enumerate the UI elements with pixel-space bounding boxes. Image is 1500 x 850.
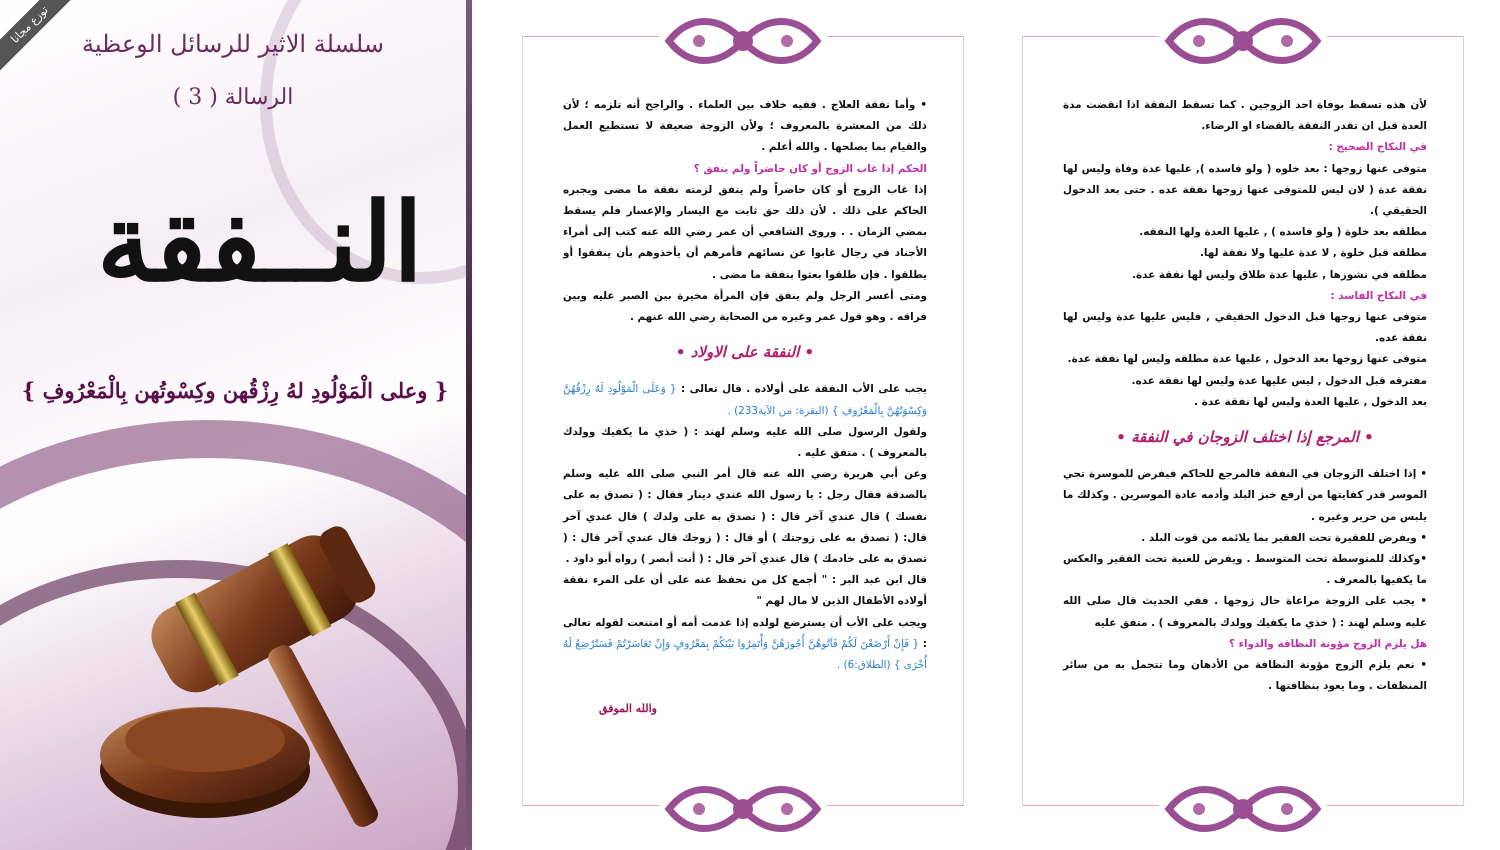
list-item: • يجب على الزوجة مراعاة حال زوجها . ففي الحديث قال صلى الله عليه وسلم لهند : ( خذي ما يكفيك وولدك بالمعروف ) . متفق عليه — [1063, 595, 1427, 629]
paragraph — [563, 613, 927, 677]
paragraph-text: ويجب على الأب أن يسترضع لولده إذا عدمت أمه أو امتنعت لقوله تعالى : — [563, 616, 927, 650]
paragraph: إذا غاب الزوج أو كان حاضراً ولم ينفق لزمته نفقة ما مضى ويجبره الحاكم على ذلك . لأن ذلك حق ثابت مع اليسار والإعسار فلم يسقط بمضي الزمان . . وروى الشافعي أن عمر رضي الله عنه كتب إلى أمراء الأجناد في رجال غابوا عن نسائهم فأمرهم أن يأخذوهم بأن ينفقوا أو يطلقوا . فإن طلقوا بعثوا بنفقة ما مضى . — [563, 183, 927, 281]
right-page — [1022, 36, 1464, 806]
paragraph: • وأما نفقة العلاج . ففيه خلاف بين العلماء . والراجح أنه تلزمه ؛ لأن ذلك من المعشرة بالمعروف ؛ ولأن الزوجة ضعيفة لا تستطيع العمل والقيام بما يصلحها . والله أعلم . — [563, 99, 927, 154]
arabesque-ornament-icon — [659, 15, 827, 67]
arabesque-ornament-icon — [659, 783, 827, 835]
middle-page — [522, 36, 964, 806]
list-item: مطلقه بعد خلوة ( ولو فاسده ) , عليها العدة ولها النفقه. — [1139, 226, 1427, 239]
list-item: مطلقه في نشوزها , عليها عدة طلاق وليس لها نفقة عدة. — [1132, 268, 1427, 281]
right-page-text — [1063, 95, 1427, 697]
list-item: • ويفرض للفقيرة تحت الفقير بما يلائمه من قوت البلد . — [1141, 531, 1427, 544]
section-heading: • المرجع إذا اختلف الزوجان في النفقة • — [1116, 428, 1374, 447]
list-item: متوفى عنها زوجها بعد الدخول , عليها عدة مطلقه وليس لها نفقة عدة. — [1067, 353, 1427, 366]
subheading: في النكاح الفاسد : — [1330, 289, 1427, 302]
paragraph: ولقول الرسول صلى الله عليه وسلم لهند : ( خذي ما يكفيك وولدك بالمعروف ) . متفق عليه . — [563, 425, 927, 460]
section-heading: • النفقة على الاولاد • — [675, 343, 815, 362]
letter-number: الرسالة ( 3 ) — [172, 85, 294, 110]
quran-verse: { فَإِنْ أَرْضَعْنَ لَكُمْ فَآتُوهُنَّ أُجُورَهُنَّ وَأْتَمِرُوا بَيْنَكُمْ بِمَعْرُوفٍ وَإِنْ تَعَاسَرْتُمْ فَسَتُرْضِعُ لَهُ أُخْرَى } (الطلاق:6) . — [563, 637, 927, 672]
paragraph-text: يجب على الأب النفقة على أولاده . قال تعالى : — [676, 383, 927, 396]
subheading: في النكاح الصحيح : — [1328, 141, 1427, 154]
list-item: متوفى عنها زوجها قبل الدخول الحقيقي , فليس عليها عدة وليس لها نفقة عده. — [1063, 311, 1427, 345]
arabesque-ornament-icon — [1159, 15, 1327, 67]
signoff: والله الموفق — [599, 702, 657, 716]
arabesque-ornament-icon — [1159, 783, 1327, 835]
cover-panel — [0, 0, 472, 850]
question-heading: الحكم إذا غاب الزوج أو كان حاضراً ولم ينفق ؟ — [693, 162, 927, 175]
paragraph — [563, 379, 927, 421]
paragraph: ومتى أعسر الرجل ولم ينفق فإن المرأة مخيرة بين الصبر عليه وبين فراقه . وهو قول عمر وغيره من الصحابة رضي الله عنهم . — [563, 289, 927, 324]
gavel-image — [95, 470, 455, 840]
list-item: • إذا اختلف الزوجان في النفقة فالمرجع للحاكم فيفرض للموسرة تحي الموسر قدر كفايتها من أرفع خبز البلد وأدمه عادة الموسرين . وكذلك ما يلبس من حرير وغيره . — [1063, 468, 1427, 523]
list-item: •وكذلك للمتوسطة تحت المتوسط . ويفرض للغنية تحت الفقير والعكس ما يكفيها بالمعرف . — [1063, 553, 1427, 587]
main-title: النــفقة — [97, 180, 423, 306]
middle-page-text — [563, 95, 927, 719]
cover-edge — [466, 0, 472, 850]
question-heading: هل يلزم الزوج مؤونة النظافة والدواء ؟ — [1228, 637, 1427, 650]
list-item: متوفى عنها زوجها : بعد خلوه ( ولو فاسده ), عليها عدة وفاة وليس لها نفقة عدة ( لان ليس للمتوفى عنها زوجها نفقة عده . حتى بعد الدخول الحقيقي ). — [1063, 162, 1427, 218]
list-item: بعد الدخول , عليها العدة وليس لها نفقة عدة . — [1194, 395, 1427, 408]
paragraph: قال ابن عبد البر : " أجمع كل من نحفظ عنه على أن على المرء نفقة أولاده الأطفال الذين لا مال لهم " — [563, 574, 927, 608]
paragraph: • نعم يلزم الزوج مؤونة النظافة من الأدهان وما تتجمل به من سائر المنظفات . وما يعود بنظافتها . — [1063, 659, 1427, 693]
paragraph: لأن هذه تسقط بوفاة احد الزوجين . كما تسقط النفقة اذا انقضت مدة العدة قبل ان تقدر النفقة بالقضاء او الرضاء. — [1063, 99, 1427, 133]
cover-verse: { وعلى الْمَوْلُودِ لهُ رِزْقُهن وكِسْوتُهن بِالْمَعْرُوفِ } — [21, 378, 449, 403]
series-title: سلسلة الاثير للرسائل الوعظية — [82, 30, 384, 58]
list-item: مفترقه قبل الدخول , ليس عليها عدة وليس لها نفقة عده. — [1131, 374, 1427, 387]
free-distribution-ribbon: توزع مجانا — [0, 0, 80, 75]
paragraph: وعن أبي هريرة رضي الله عنه قال أمر النبي صلى الله عليه وسلم بالصدقة فقال رجل : يا رسول الله عندي دينار فقال : ( تصدق به على نفسك ) قال عندي آخر قال : ( تصدق به على ولدك ) قال عندي آخر قال: ( تصدق به على زوجتك ) أو قال : ( زوجك قال عندي آخر قال : ( تصدق به على خادمك ) قال عندي آخر قال : ( أنت أبصر ) رواه أبو داود . — [563, 468, 927, 566]
list-item: مطلقه قبل خلوة , لا عدة عليها ولا نفقة لها. — [1199, 247, 1427, 260]
quran-verse: { وَعَلَى الْمَوْلُودِ لَهُ رِزْقُهُنَّ وَكِسْوَتُهُنَّ بِالْمَعْرُوفِ } (البقرة: من الآية233) . — [563, 383, 927, 417]
